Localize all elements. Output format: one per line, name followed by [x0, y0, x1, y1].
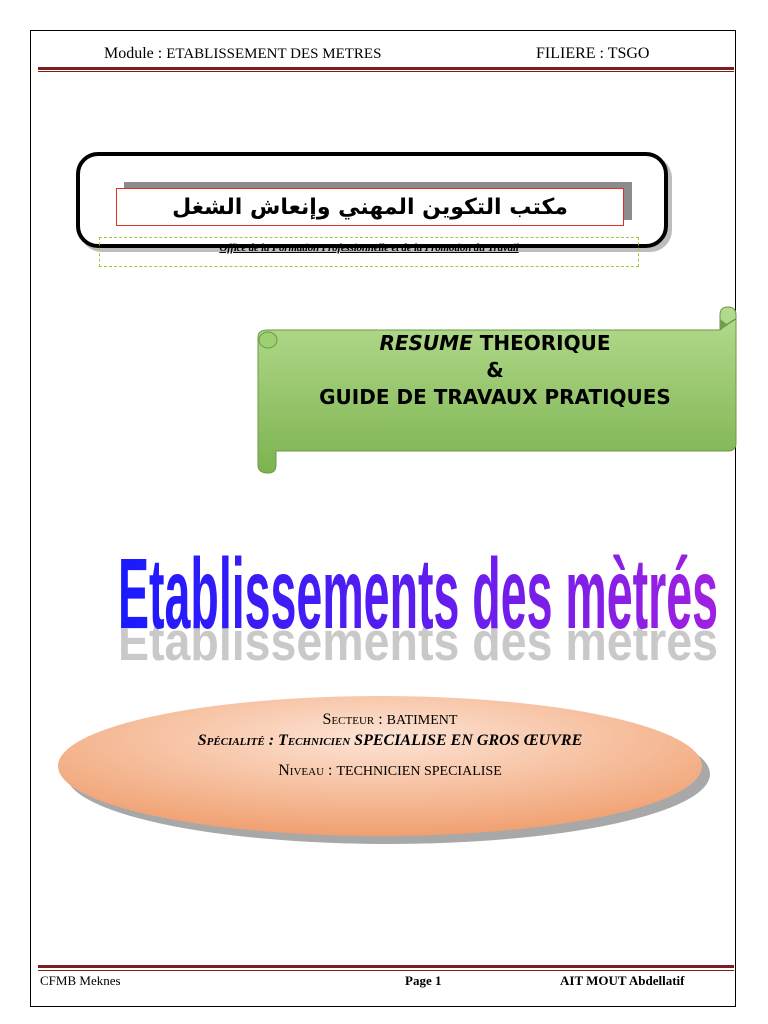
main-title: Etablissements des mètrés — [118, 538, 718, 650]
arabic-office-name: مكتب التكوين المهني وإنعاش الشغل — [116, 188, 624, 226]
specialite-label: Spécialité : — [197, 732, 275, 749]
module-value: ETABLISSEMENT DES METRES — [166, 46, 382, 62]
office-name: Office de la Formation Professionnelle et de la Promotion du Travail — [219, 242, 519, 254]
specialite-value: Technicien SPECIALISE EN GROS ŒUVRE — [278, 732, 583, 749]
main-title-art — [100, 510, 740, 680]
filiere-header: FILIERE : TSGO — [536, 45, 650, 62]
footer-rule — [38, 965, 734, 968]
footer-author: AIT MOUT Abdellatif — [560, 973, 685, 988]
niveau-value: TECHNICIEN SPECIALISE — [336, 764, 502, 779]
secteur-line — [110, 710, 670, 731]
info-block — [110, 710, 670, 782]
page-number: Page 1 — [405, 973, 442, 988]
module-header — [104, 45, 381, 63]
banner-theorique: THEORIQUE — [472, 331, 611, 355]
niveau-line — [110, 761, 670, 782]
header-rule — [38, 67, 734, 70]
banner-line-3: GUIDE DE TRAVAUX PRATIQUES — [319, 385, 671, 409]
specialite-line — [110, 731, 670, 751]
secteur-label: Secteur : — [322, 711, 383, 728]
header-rule-thin — [38, 71, 734, 72]
footer-rule-thin — [38, 970, 734, 971]
banner-text — [262, 330, 728, 411]
banner-line-1 — [262, 330, 728, 357]
banner-line-2: & — [486, 358, 504, 382]
secteur-value: BATIMENT — [386, 713, 458, 728]
banner-resume: RESUME — [379, 331, 473, 355]
main-title-reflection: Etablissements des mètrés — [117, 611, 718, 673]
niveau-label: Niveau : — [278, 762, 333, 779]
module-label: Module : — [104, 45, 163, 62]
footer-institution: CFMB Meknes — [40, 973, 121, 988]
